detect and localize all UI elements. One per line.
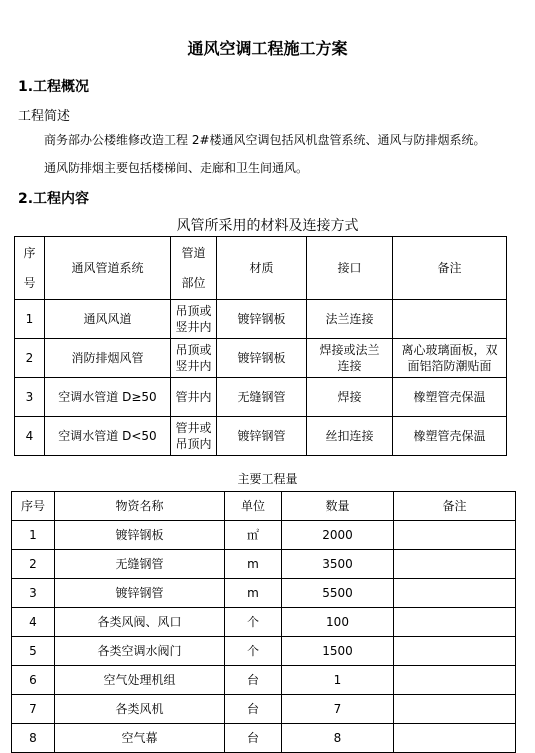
row-system: 空调水管道 D≥50 bbox=[45, 378, 171, 417]
quantities-table bbox=[11, 491, 516, 753]
section-1-subheading: 工程简述 bbox=[18, 109, 71, 124]
cell-line: 焊接或法兰 bbox=[319, 343, 380, 357]
row-joint: 丝扣连接 bbox=[307, 417, 393, 456]
row-unit: 台 bbox=[225, 666, 282, 695]
table-header-row bbox=[12, 492, 516, 521]
row-name: 各类空调水阀门 bbox=[55, 637, 225, 666]
row-qty: 8 bbox=[282, 724, 394, 753]
header-cell-qty: 数量 bbox=[282, 492, 394, 521]
row-no: 2 bbox=[12, 550, 55, 579]
row-unit: 个 bbox=[225, 637, 282, 666]
overview-paragraph-1: 商务部办公楼维修改造工程 2#楼通风空调包括风机盘管系统、通风与防排烟系统。 bbox=[44, 133, 486, 147]
row-no: 4 bbox=[12, 608, 55, 637]
row-no: 6 bbox=[12, 666, 55, 695]
table-row bbox=[15, 417, 507, 456]
section-1-heading: 1.工程概况 bbox=[18, 79, 90, 95]
header-cell-seq bbox=[15, 237, 45, 300]
row-unit: m bbox=[225, 579, 282, 608]
row-note bbox=[393, 339, 507, 378]
row-note: 橡塑管壳保温 bbox=[393, 378, 507, 417]
cell-line: 竖井内 bbox=[175, 320, 212, 334]
table-header-row bbox=[15, 237, 507, 300]
row-note bbox=[394, 579, 516, 608]
row-name: 镀锌钢管 bbox=[55, 579, 225, 608]
row-note bbox=[394, 666, 516, 695]
header-cell-note: 备注 bbox=[393, 237, 507, 300]
cell-line: 吊顶或 bbox=[175, 304, 212, 318]
row-name: 镀锌钢板 bbox=[55, 521, 225, 550]
row-material: 镀锌钢板 bbox=[217, 339, 307, 378]
row-qty: 2000 bbox=[282, 521, 394, 550]
row-no: 1 bbox=[15, 300, 45, 339]
header-cell-material: 材质 bbox=[217, 237, 307, 300]
row-name: 各类风机 bbox=[55, 695, 225, 724]
cell-line: 管井或 bbox=[175, 421, 212, 435]
table-1-caption: 风管所采用的材料及连接方式 bbox=[176, 218, 359, 234]
row-joint: 焊接 bbox=[307, 378, 393, 417]
header-text: 序 bbox=[23, 246, 36, 260]
row-material: 镀锌钢管 bbox=[217, 417, 307, 456]
row-qty: 3500 bbox=[282, 550, 394, 579]
row-note bbox=[394, 608, 516, 637]
cell-line: 连接 bbox=[337, 359, 362, 373]
row-note bbox=[394, 550, 516, 579]
cell-line: 吊顶内 bbox=[175, 437, 212, 451]
table-row bbox=[12, 579, 516, 608]
row-qty: 7 bbox=[282, 695, 394, 724]
row-unit: 台 bbox=[225, 724, 282, 753]
table-2-caption: 主要工程量 bbox=[237, 472, 298, 486]
row-no: 3 bbox=[12, 579, 55, 608]
row-no: 1 bbox=[12, 521, 55, 550]
header-cell-part bbox=[171, 237, 217, 300]
row-note bbox=[394, 695, 516, 724]
row-note bbox=[394, 637, 516, 666]
header-cell-system: 通风管道系统 bbox=[45, 237, 171, 300]
table-row bbox=[12, 550, 516, 579]
row-part: 管井内 bbox=[171, 378, 217, 417]
cell-line: 吊顶或 bbox=[175, 343, 212, 357]
table-row bbox=[15, 339, 507, 378]
row-part bbox=[171, 339, 217, 378]
row-qty: 1 bbox=[282, 666, 394, 695]
row-material: 镀锌钢板 bbox=[217, 300, 307, 339]
row-unit: 台 bbox=[225, 695, 282, 724]
row-system: 空调水管道 D<50 bbox=[45, 417, 171, 456]
row-system: 通风风道 bbox=[45, 300, 171, 339]
row-unit: 个 bbox=[225, 608, 282, 637]
table-row bbox=[12, 608, 516, 637]
header-text: 管道 bbox=[181, 246, 206, 260]
cell-line: 面铝箔防潮贴面 bbox=[407, 359, 492, 373]
row-qty: 1500 bbox=[282, 637, 394, 666]
cell-line: 离心玻璃面板，双 bbox=[401, 343, 498, 357]
row-name: 无缝钢管 bbox=[55, 550, 225, 579]
header-cell-unit: 单位 bbox=[225, 492, 282, 521]
header-cell-joint: 接口 bbox=[307, 237, 393, 300]
materials-table bbox=[14, 236, 507, 456]
header-cell-note: 备注 bbox=[394, 492, 516, 521]
document-title: 通风空调工程施工方案 bbox=[187, 39, 348, 58]
table-row bbox=[12, 724, 516, 753]
table-row bbox=[12, 521, 516, 550]
row-part bbox=[171, 300, 217, 339]
row-note bbox=[394, 521, 516, 550]
row-no: 4 bbox=[15, 417, 45, 456]
row-unit: m bbox=[225, 550, 282, 579]
row-no: 3 bbox=[15, 378, 45, 417]
row-note: 橡塑管壳保温 bbox=[393, 417, 507, 456]
overview-paragraph-2: 通风防排烟主要包括楼梯间、走廊和卫生间通风。 bbox=[44, 161, 309, 175]
row-joint bbox=[307, 339, 393, 378]
row-note bbox=[393, 300, 507, 339]
row-qty: 5500 bbox=[282, 579, 394, 608]
header-text: 号 bbox=[23, 276, 36, 290]
row-unit: ㎡ bbox=[225, 521, 282, 550]
row-name: 各类风阀、风口 bbox=[55, 608, 225, 637]
row-name: 空气幕 bbox=[55, 724, 225, 753]
cell-line: 竖井内 bbox=[175, 359, 212, 373]
section-2-heading: 2.工程内容 bbox=[18, 191, 90, 207]
row-no: 5 bbox=[12, 637, 55, 666]
row-system: 消防排烟风管 bbox=[45, 339, 171, 378]
table-row bbox=[12, 637, 516, 666]
row-name: 空气处理机组 bbox=[55, 666, 225, 695]
row-material: 无缝钢管 bbox=[217, 378, 307, 417]
row-joint: 法兰连接 bbox=[307, 300, 393, 339]
header-text: 部位 bbox=[181, 276, 206, 290]
row-no: 8 bbox=[12, 724, 55, 753]
row-qty: 100 bbox=[282, 608, 394, 637]
row-no: 7 bbox=[12, 695, 55, 724]
table-row bbox=[15, 300, 507, 339]
header-cell-name: 物资名称 bbox=[55, 492, 225, 521]
table-row bbox=[12, 695, 516, 724]
row-note bbox=[394, 724, 516, 753]
row-no: 2 bbox=[15, 339, 45, 378]
row-part bbox=[171, 417, 217, 456]
table-row bbox=[15, 378, 507, 417]
header-cell-seq: 序号 bbox=[12, 492, 55, 521]
table-row bbox=[12, 666, 516, 695]
